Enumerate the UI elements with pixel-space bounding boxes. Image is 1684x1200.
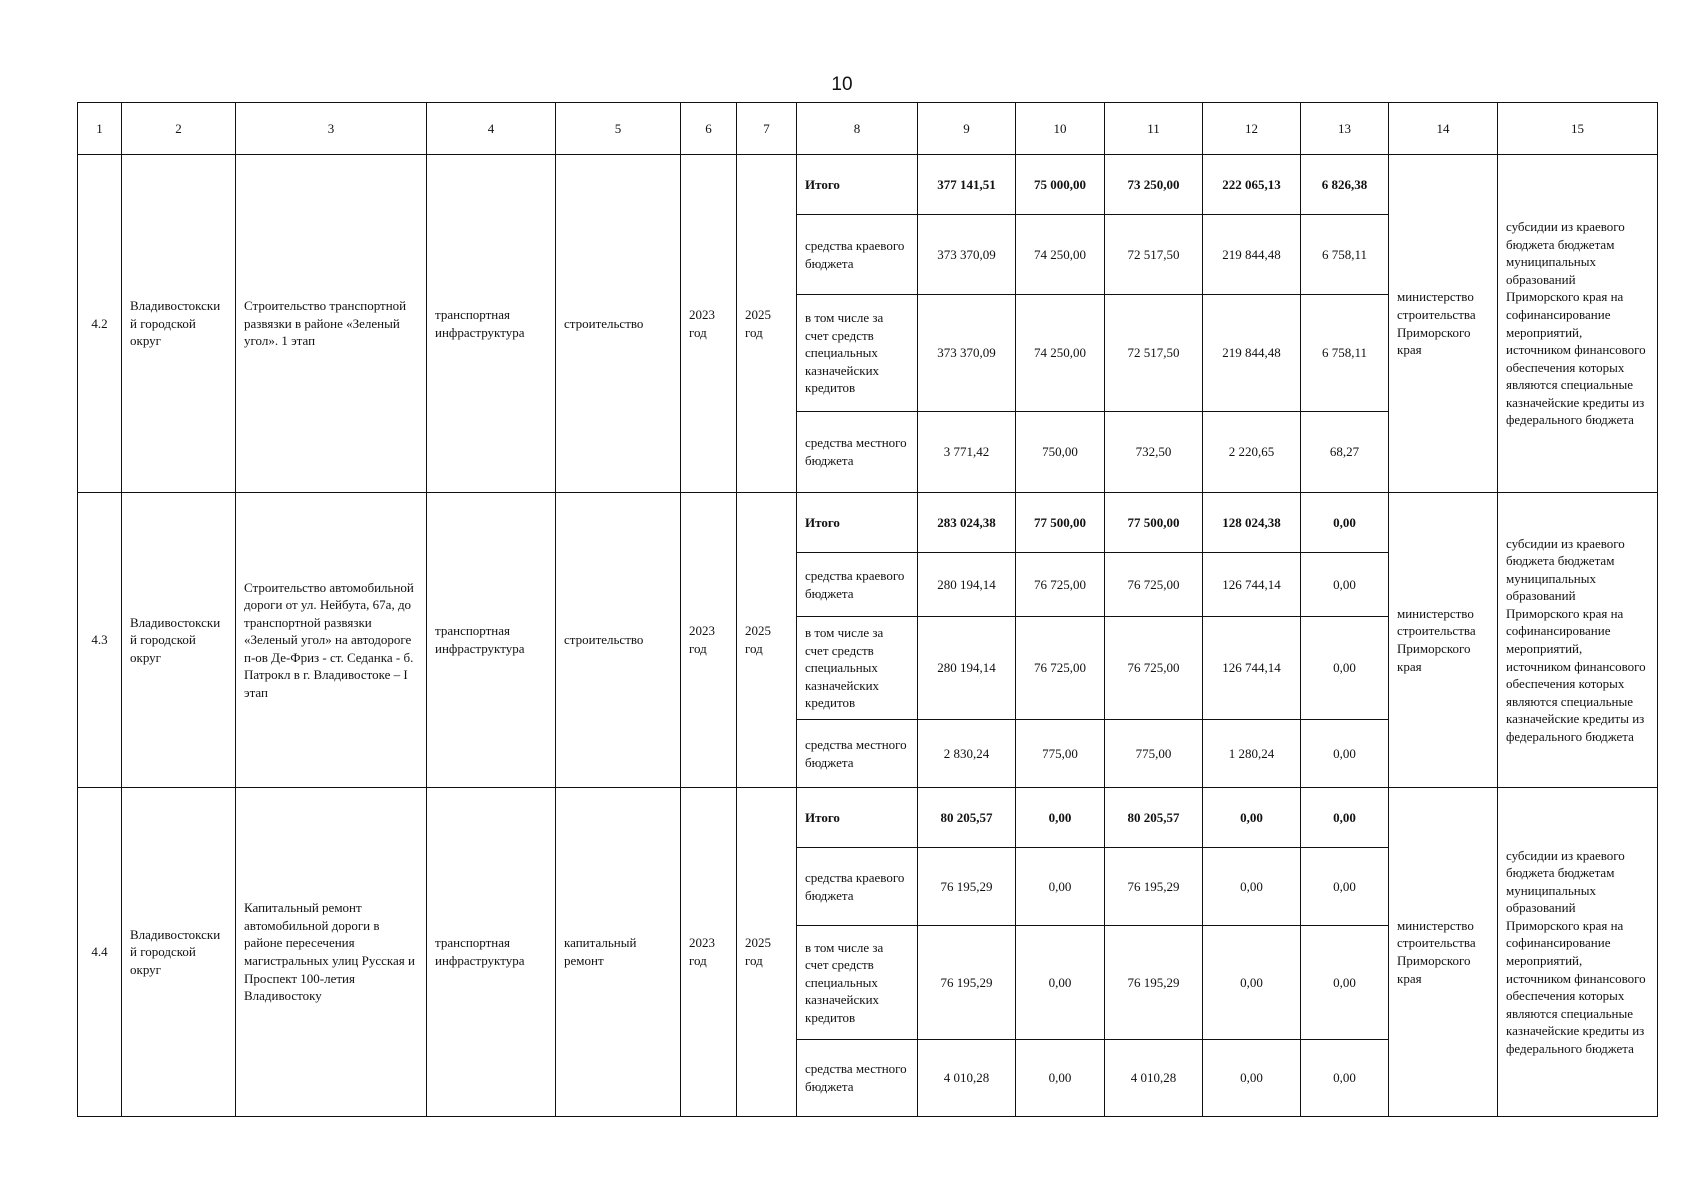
value-col12: 222 065,13 <box>1203 155 1301 215</box>
funding-source: в том числе за счет средств специальных казначейских кредитов <box>797 926 918 1040</box>
value-col11: 73 250,00 <box>1105 155 1203 215</box>
value-col13: 68,27 <box>1301 412 1389 493</box>
value-col13: 0,00 <box>1301 720 1389 788</box>
value-col9: 76 195,29 <box>918 848 1016 926</box>
funding-source: средства местного бюджета <box>797 1040 918 1117</box>
value-col10: 0,00 <box>1016 926 1105 1040</box>
funding-source: в том числе за счет средств специальных казначейских кредитов <box>797 295 918 412</box>
column-number: 9 <box>918 103 1016 155</box>
funding-note: субсидии из краевого бюджета бюджетам муниципальных образований Приморского края на софинансирование мероприятий, источником финансового обеспечения которых являются специальные казначейские кредиты из федерального бюджета <box>1498 493 1658 788</box>
value-col11: 72 517,50 <box>1105 295 1203 412</box>
page-number: 10 <box>831 74 853 95</box>
row-number: 4.4 <box>78 788 122 1117</box>
column-number: 4 <box>427 103 556 155</box>
funding-source: средства краевого бюджета <box>797 848 918 926</box>
value-col11: 775,00 <box>1105 720 1203 788</box>
value-col13: 6 758,11 <box>1301 215 1389 295</box>
value-col13: 0,00 <box>1301 617 1389 720</box>
value-col11: 76 195,29 <box>1105 926 1203 1040</box>
value-col10: 76 725,00 <box>1016 617 1105 720</box>
table-row <box>78 788 1658 848</box>
value-col9: 2 830,24 <box>918 720 1016 788</box>
responsible-ministry: министерство строительства Приморского края <box>1389 493 1498 788</box>
value-col11: 732,50 <box>1105 412 1203 493</box>
value-col11: 72 517,50 <box>1105 215 1203 295</box>
value-col10: 77 500,00 <box>1016 493 1105 553</box>
value-col12: 128 024,38 <box>1203 493 1301 553</box>
funding-source: средства краевого бюджета <box>797 215 918 295</box>
value-col11: 76 725,00 <box>1105 617 1203 720</box>
category: транспортная инфраструктура <box>427 155 556 493</box>
value-col11: 76 195,29 <box>1105 848 1203 926</box>
value-col12: 0,00 <box>1203 926 1301 1040</box>
value-col10: 0,00 <box>1016 848 1105 926</box>
funding-note: субсидии из краевого бюджета бюджетам муниципальных образований Приморского края на софинансирование мероприятий, источником финансового обеспечения которых являются специальные казначейские кредиты из федерального бюджета <box>1498 788 1658 1117</box>
value-col9: 373 370,09 <box>918 295 1016 412</box>
column-number: 12 <box>1203 103 1301 155</box>
end-year: 2025 год <box>737 493 797 788</box>
funding-source: средства краевого бюджета <box>797 553 918 617</box>
value-col9: 76 195,29 <box>918 926 1016 1040</box>
value-col9: 3 771,42 <box>918 412 1016 493</box>
column-number: 8 <box>797 103 918 155</box>
column-number: 11 <box>1105 103 1203 155</box>
object-name: Капитальный ремонт автомобильной дороги в районе пересечения магистральных улиц Русская и Проспект 100-летия Владивостоку <box>236 788 427 1117</box>
value-col12: 2 220,65 <box>1203 412 1301 493</box>
category: транспортная инфраструктура <box>427 788 556 1117</box>
funding-source: средства местного бюджета <box>797 412 918 493</box>
start-year: 2023 год <box>681 155 737 493</box>
value-col9: 280 194,14 <box>918 553 1016 617</box>
value-col11: 77 500,00 <box>1105 493 1203 553</box>
municipality: Владивостокский городской округ <box>122 788 236 1117</box>
value-col11: 76 725,00 <box>1105 553 1203 617</box>
work-type: строительство <box>556 493 681 788</box>
funding-source: в том числе за счет средств специальных казначейских кредитов <box>797 617 918 720</box>
value-col10: 0,00 <box>1016 788 1105 848</box>
value-col10: 76 725,00 <box>1016 553 1105 617</box>
column-number: 6 <box>681 103 737 155</box>
object-name: Строительство транспортной развязки в районе «Зеленый угол». 1 этап <box>236 155 427 493</box>
municipality: Владивостокский городской округ <box>122 155 236 493</box>
funding-source: средства местного бюджета <box>797 720 918 788</box>
responsible-ministry: министерство строительства Приморского края <box>1389 788 1498 1117</box>
value-col9: 283 024,38 <box>918 493 1016 553</box>
start-year: 2023 год <box>681 788 737 1117</box>
funding-source: Итого <box>797 788 918 848</box>
row-number: 4.3 <box>78 493 122 788</box>
column-number: 2 <box>122 103 236 155</box>
value-col13: 0,00 <box>1301 848 1389 926</box>
row-number: 4.2 <box>78 155 122 493</box>
municipality: Владивостокский городской округ <box>122 493 236 788</box>
value-col12: 0,00 <box>1203 1040 1301 1117</box>
column-number: 1 <box>78 103 122 155</box>
value-col10: 74 250,00 <box>1016 215 1105 295</box>
value-col13: 0,00 <box>1301 493 1389 553</box>
work-type: строительство <box>556 155 681 493</box>
value-col9: 280 194,14 <box>918 617 1016 720</box>
column-number: 15 <box>1498 103 1658 155</box>
table-row <box>78 155 1658 215</box>
value-col12: 126 744,14 <box>1203 553 1301 617</box>
value-col9: 4 010,28 <box>918 1040 1016 1117</box>
value-col11: 80 205,57 <box>1105 788 1203 848</box>
column-number: 3 <box>236 103 427 155</box>
funding-note: субсидии из краевого бюджета бюджетам муниципальных образований Приморского края на софинансирование мероприятий, источником финансового обеспечения которых являются специальные казначейские кредиты из федерального бюджета <box>1498 155 1658 493</box>
value-col12: 126 744,14 <box>1203 617 1301 720</box>
value-col12: 219 844,48 <box>1203 295 1301 412</box>
value-col13: 0,00 <box>1301 926 1389 1040</box>
value-col9: 377 141,51 <box>918 155 1016 215</box>
value-col9: 373 370,09 <box>918 215 1016 295</box>
value-col13: 0,00 <box>1301 553 1389 617</box>
start-year: 2023 год <box>681 493 737 788</box>
value-col12: 0,00 <box>1203 788 1301 848</box>
responsible-ministry: министерство строительства Приморского края <box>1389 155 1498 493</box>
funding-source: Итого <box>797 155 918 215</box>
column-number-row <box>78 103 1658 155</box>
category: транспортная инфраструктура <box>427 493 556 788</box>
value-col12: 0,00 <box>1203 848 1301 926</box>
column-number: 5 <box>556 103 681 155</box>
value-col10: 0,00 <box>1016 1040 1105 1117</box>
work-type: капитальный ремонт <box>556 788 681 1117</box>
column-number: 13 <box>1301 103 1389 155</box>
value-col12: 219 844,48 <box>1203 215 1301 295</box>
value-col12: 1 280,24 <box>1203 720 1301 788</box>
value-col10: 75 000,00 <box>1016 155 1105 215</box>
end-year: 2025 год <box>737 788 797 1117</box>
value-col10: 750,00 <box>1016 412 1105 493</box>
value-col10: 74 250,00 <box>1016 295 1105 412</box>
value-col13: 0,00 <box>1301 788 1389 848</box>
column-number: 14 <box>1389 103 1498 155</box>
value-col13: 0,00 <box>1301 1040 1389 1117</box>
value-col11: 4 010,28 <box>1105 1040 1203 1117</box>
program-table <box>77 102 1658 1117</box>
value-col9: 80 205,57 <box>918 788 1016 848</box>
table-row <box>78 493 1658 553</box>
column-number: 7 <box>737 103 797 155</box>
value-col13: 6 826,38 <box>1301 155 1389 215</box>
funding-source: Итого <box>797 493 918 553</box>
end-year: 2025 год <box>737 155 797 493</box>
value-col10: 775,00 <box>1016 720 1105 788</box>
object-name: Строительство автомобильной дороги от ул. Нейбута, 67а, до транспортной развязки «Зеленый угол» на автодороге п-ов Де-Фриз - ст. Седанка - б. Патрокл в г. Владивостоке – I этап <box>236 493 427 788</box>
value-col13: 6 758,11 <box>1301 295 1389 412</box>
column-number: 10 <box>1016 103 1105 155</box>
